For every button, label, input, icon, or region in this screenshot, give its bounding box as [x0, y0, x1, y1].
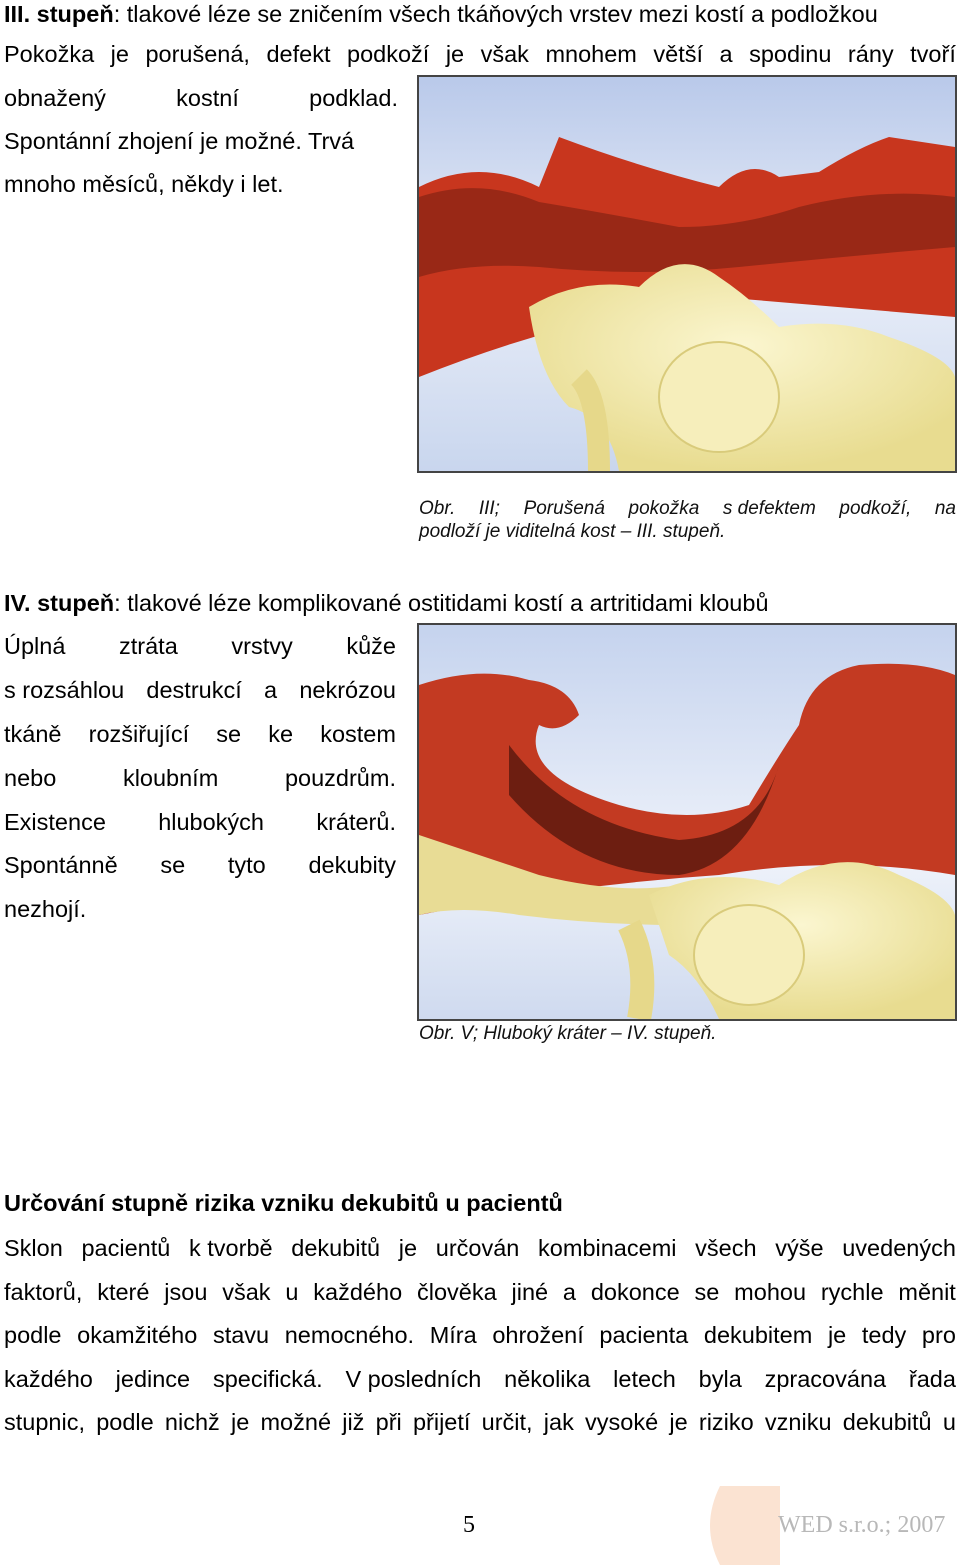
word: dekubitů: [291, 1235, 381, 1261]
word: s defektem: [722, 498, 816, 519]
word: u: [942, 1409, 956, 1435]
section3-paragraph-line2: [4, 84, 398, 112]
word: mohou: [734, 1279, 807, 1305]
word: řada: [908, 1366, 956, 1392]
word: na: [934, 498, 956, 519]
word: Spontánně: [4, 852, 118, 878]
word: a: [264, 677, 278, 703]
word: vzniku: [764, 1409, 832, 1435]
risk-paragraph-line: [4, 1321, 956, 1349]
footer-brand: [700, 1486, 960, 1565]
word: určit,: [481, 1409, 533, 1435]
word: mnohem: [545, 41, 637, 67]
word: nemocného.: [284, 1322, 415, 1348]
word: určován: [435, 1235, 520, 1261]
figure-stage4-caption: Obr. V; Hluboký kráter – IV. stupeň.: [419, 1023, 717, 1044]
word: rychle: [820, 1279, 884, 1305]
risk-paragraph-line: [4, 1365, 956, 1393]
section3-heading: [4, 0, 878, 28]
word: tkáně: [4, 721, 62, 747]
word: vysoké: [585, 1409, 659, 1435]
section3-paragraph-line1: [4, 40, 956, 68]
word: faktorů,: [4, 1279, 83, 1305]
word: porušená,: [145, 41, 250, 67]
word: podkoží,: [839, 498, 912, 519]
word: u: [285, 1279, 299, 1305]
word: hlubokých: [158, 809, 265, 835]
word: riziko: [698, 1409, 754, 1435]
word: spodinu: [749, 41, 832, 67]
section4-heading: [4, 589, 769, 617]
section3-heading-text: : tlakové léze se zničením všech tkáňových vrstev mezi kostí a podložkou: [113, 1, 878, 27]
word: však: [480, 41, 529, 67]
figure-stage3-caption-line2: podloží je viditelná kost – III. stupeň.: [419, 521, 726, 542]
section4-paragraph-line: [4, 764, 396, 792]
section4-paragraph-line: [4, 851, 396, 879]
word: se: [694, 1279, 720, 1305]
word: kráterů.: [316, 809, 396, 835]
word: Porušená: [523, 498, 605, 519]
word: jak: [543, 1409, 574, 1435]
word: kůže: [346, 633, 396, 659]
risk-heading: Určování stupně rizika vzniku dekubitů u pacientů: [4, 1190, 563, 1216]
risk-paragraph-line: [4, 1408, 956, 1436]
word: již: [342, 1409, 365, 1435]
section4-heading-bold: IV. stupeň: [4, 590, 115, 616]
word: k tvorbě: [189, 1235, 273, 1261]
word: jedince: [115, 1366, 191, 1392]
risk-paragraph-line: [4, 1278, 956, 1306]
word: V posledních: [345, 1366, 482, 1392]
word: nichž: [164, 1409, 220, 1435]
word: nebo: [4, 765, 57, 791]
word: které: [97, 1279, 150, 1305]
word: s rozsáhlou: [4, 677, 125, 703]
word: a: [719, 41, 733, 67]
section3-paragraph-line3: Spontánní zhojení je možné. Trvá: [4, 128, 355, 154]
word: dekubity: [308, 852, 396, 878]
word: nekrózou: [299, 677, 396, 703]
word: dekubitem: [703, 1322, 813, 1348]
word: pro: [921, 1322, 956, 1348]
word: kloubním: [122, 765, 219, 791]
page-number: 5: [463, 1512, 475, 1538]
word: vrstvy: [231, 633, 293, 659]
word: defekt: [266, 41, 331, 67]
word: rozšiřující: [88, 721, 190, 747]
word: je: [398, 1235, 418, 1261]
word: stavu: [212, 1322, 270, 1348]
word: se: [160, 852, 186, 878]
word: je: [230, 1409, 250, 1435]
word: všech: [695, 1235, 757, 1261]
word: pokožka: [628, 498, 700, 519]
word: ke: [268, 721, 294, 747]
section4-paragraph-line: [4, 808, 396, 836]
word: podkoží: [347, 41, 430, 67]
brand-logo-icon: [700, 1486, 780, 1565]
section4-paragraph-line: [4, 632, 396, 660]
word: člověka: [416, 1279, 497, 1305]
section3-heading-bold: III. stupeň: [4, 1, 114, 27]
word: specifická.: [212, 1366, 323, 1392]
word: jsou: [164, 1279, 208, 1305]
word: ztráta: [119, 633, 178, 659]
word: každého: [313, 1279, 403, 1305]
word: Míra: [429, 1322, 477, 1348]
word: podle: [4, 1322, 62, 1348]
word: Pokožka: [4, 41, 95, 67]
word: stupnic,: [4, 1409, 85, 1435]
section4-paragraph-line: [4, 676, 396, 704]
word: výše: [775, 1235, 824, 1261]
word: Sklon: [4, 1235, 63, 1261]
word: však: [222, 1279, 271, 1305]
word: podle: [96, 1409, 154, 1435]
word: možné: [260, 1409, 332, 1435]
word: III;: [478, 498, 500, 519]
word: kostní: [176, 85, 239, 111]
word: několika: [504, 1366, 591, 1392]
figure-stage3-caption-line1: [419, 497, 956, 521]
word: přijetí: [412, 1409, 471, 1435]
word: tyto: [227, 852, 266, 878]
word: podklad.: [309, 85, 398, 111]
word: zpracována: [764, 1366, 887, 1392]
risk-paragraph-line: [4, 1234, 956, 1262]
word: tvoří: [910, 41, 956, 67]
word: tedy: [861, 1322, 907, 1348]
word: letech: [613, 1366, 676, 1392]
word: Úplná: [4, 633, 66, 659]
word: rány: [847, 41, 894, 67]
word: je: [110, 41, 129, 67]
section4-paragraph-last-line: nezhojí.: [4, 896, 87, 922]
word: okamžitého: [77, 1322, 198, 1348]
section3-paragraph-line4: mnoho měsíců, někdy i let.: [4, 171, 284, 197]
word: obnažený: [4, 85, 106, 111]
word: při: [375, 1409, 402, 1435]
section4-heading-text: : tlakové léze komplikované ostitidami kostí a artritidami kloubů: [114, 590, 769, 616]
word: je: [827, 1322, 847, 1348]
word: byla: [698, 1366, 742, 1392]
word: Obr.: [419, 498, 456, 519]
word: pacienta: [599, 1322, 689, 1348]
section4-paragraph-line: [4, 720, 396, 748]
word: pouzdrům.: [284, 765, 396, 791]
word: kombinacemi: [538, 1235, 677, 1261]
word: je: [445, 41, 465, 67]
word: uvedených: [842, 1235, 956, 1261]
word: Existence: [4, 809, 106, 835]
word: kostem: [320, 721, 396, 747]
word: je: [669, 1409, 688, 1435]
word: měnit: [898, 1279, 956, 1305]
word: pacientů: [81, 1235, 171, 1261]
figure-stage3-illustration: [417, 75, 957, 473]
word: destrukcí: [146, 677, 242, 703]
word: větší: [653, 41, 704, 67]
word: každého: [4, 1366, 93, 1392]
word: a: [562, 1279, 576, 1305]
word: se: [216, 721, 242, 747]
word: dekubitů: [842, 1409, 932, 1435]
word: ohrožení: [492, 1322, 584, 1348]
word: jiné: [511, 1279, 549, 1305]
word: dokonce: [590, 1279, 680, 1305]
brand-text: WED s.r.o.; 2007: [778, 1512, 946, 1538]
figure-stage4-illustration: [417, 623, 957, 1021]
